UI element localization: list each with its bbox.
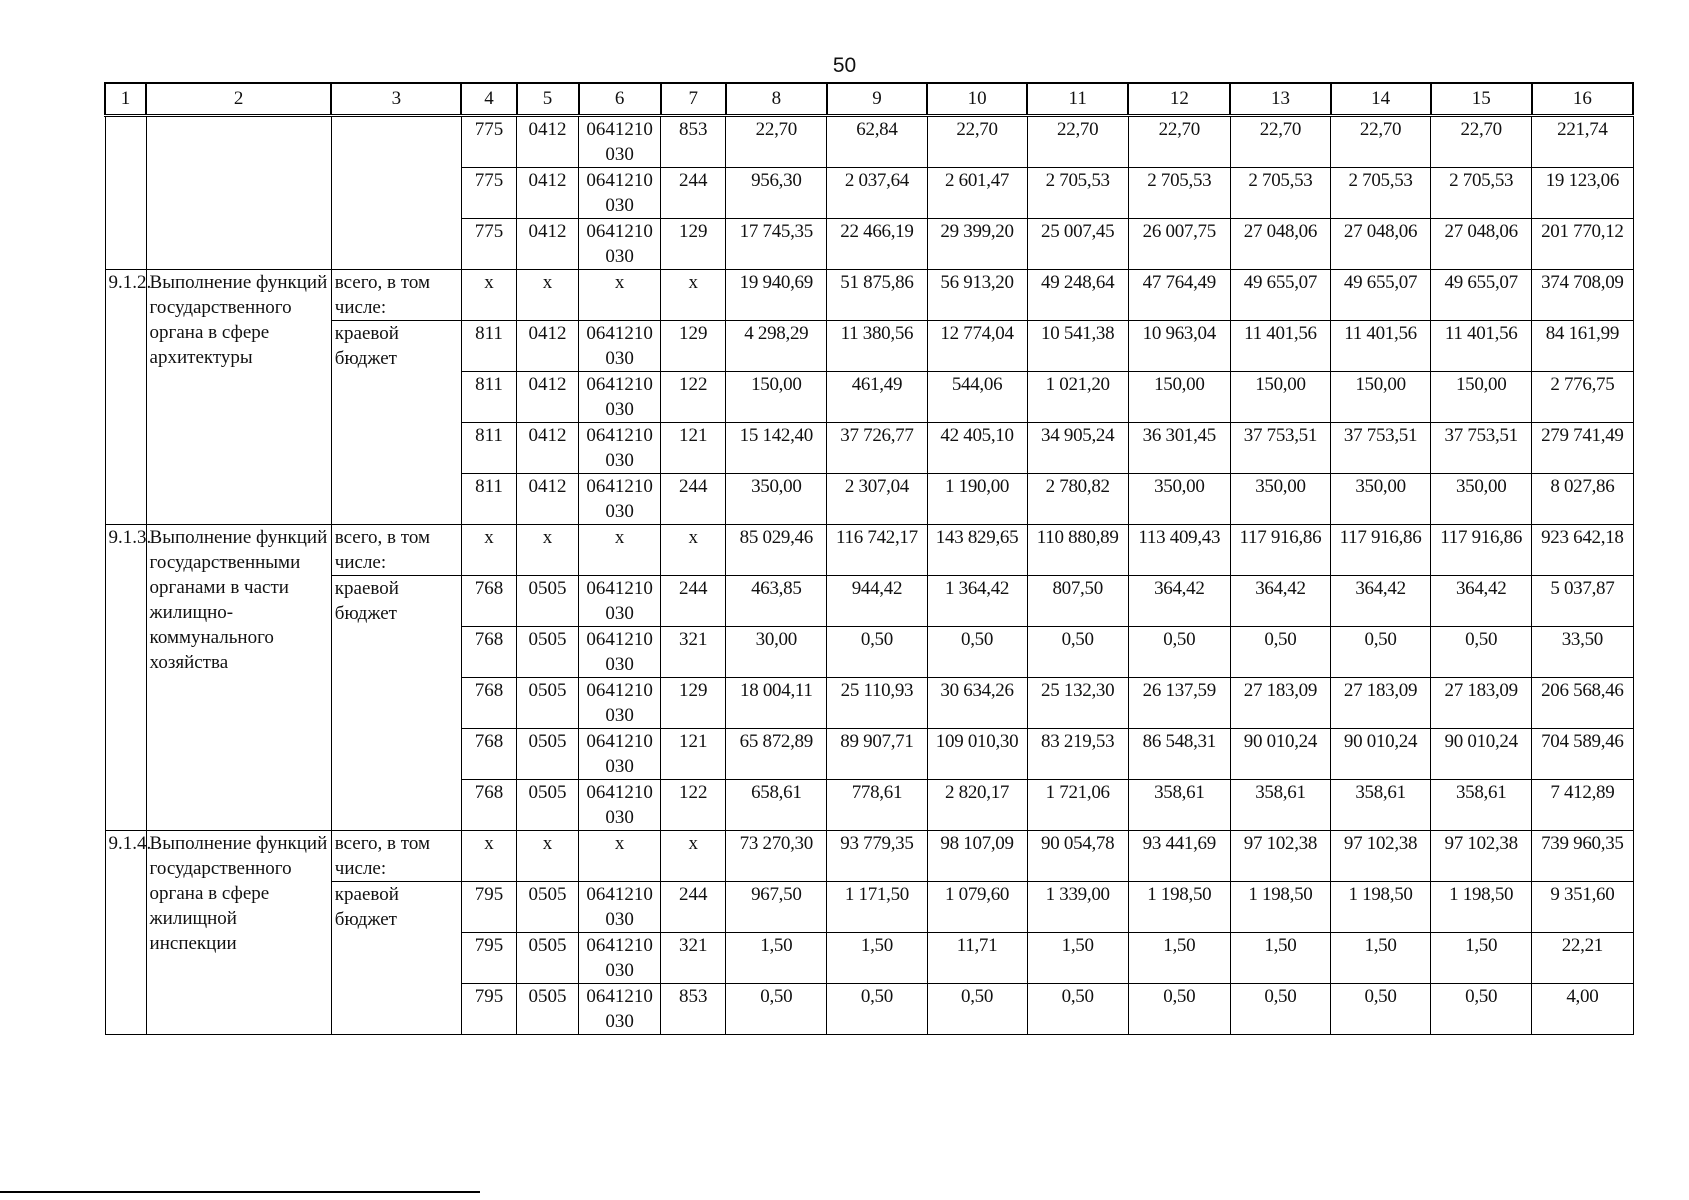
table-cell: 0505 bbox=[517, 729, 579, 780]
table-cell: 364,42 bbox=[1431, 576, 1532, 627]
table-cell: 11 401,56 bbox=[1230, 321, 1330, 372]
column-number: 9 bbox=[827, 83, 927, 116]
table-cell: 12 774,04 bbox=[927, 321, 1027, 372]
funding-source: краевой бюджет bbox=[331, 321, 461, 525]
table-cell: х bbox=[661, 270, 726, 321]
table-cell: 811 bbox=[461, 321, 516, 372]
table-cell: 0505 bbox=[517, 576, 579, 627]
table-cell: 0641210030 bbox=[579, 627, 661, 678]
table-cell: 1 021,20 bbox=[1027, 372, 1128, 423]
column-number: 5 bbox=[517, 83, 579, 116]
table-cell: 30 634,26 bbox=[927, 678, 1027, 729]
column-number: 2 bbox=[146, 83, 331, 116]
table-cell: 658,61 bbox=[726, 780, 827, 831]
table-cell: 26 137,59 bbox=[1128, 678, 1230, 729]
table-cell: 2 820,17 bbox=[927, 780, 1027, 831]
table-cell: 2 307,04 bbox=[827, 474, 927, 525]
column-number: 12 bbox=[1128, 83, 1230, 116]
table-cell: 0412 bbox=[517, 372, 579, 423]
table-cell: 807,50 bbox=[1027, 576, 1128, 627]
table-cell: 117 916,86 bbox=[1331, 525, 1431, 576]
table-cell: 86 548,31 bbox=[1128, 729, 1230, 780]
table-cell: 18 004,11 bbox=[726, 678, 827, 729]
table-cell: 0412 bbox=[517, 168, 579, 219]
table-cell: 1 198,50 bbox=[1230, 882, 1330, 933]
table-cell: 22 466,19 bbox=[827, 219, 927, 270]
funding-source: краевой бюджет bbox=[331, 576, 461, 831]
table-cell: 778,61 bbox=[827, 780, 927, 831]
table-cell: 768 bbox=[461, 780, 516, 831]
table-cell: 122 bbox=[661, 780, 726, 831]
table-cell: х bbox=[461, 525, 516, 576]
table-cell: 1,50 bbox=[827, 933, 927, 984]
table-cell: 5 037,87 bbox=[1532, 576, 1633, 627]
table-cell: 0505 bbox=[517, 780, 579, 831]
table-cell: 34 905,24 bbox=[1027, 423, 1128, 474]
column-number-row bbox=[105, 83, 1633, 116]
table-cell: 143 829,65 bbox=[927, 525, 1027, 576]
table-cell: 0,50 bbox=[927, 984, 1027, 1035]
table-cell: 89 907,71 bbox=[827, 729, 927, 780]
table-cell: 2 705,53 bbox=[1331, 168, 1431, 219]
table-cell: 10 541,38 bbox=[1027, 321, 1128, 372]
table-cell: 1 198,50 bbox=[1331, 882, 1431, 933]
table-cell: 775 bbox=[461, 219, 516, 270]
table-cell: 27 183,09 bbox=[1331, 678, 1431, 729]
column-number: 16 bbox=[1532, 83, 1633, 116]
table-cell: 350,00 bbox=[1431, 474, 1532, 525]
table-cell: 4,00 bbox=[1532, 984, 1633, 1035]
page-number: 50 bbox=[832, 54, 857, 77]
table-cell: 358,61 bbox=[1431, 780, 1532, 831]
table-cell: 795 bbox=[461, 933, 516, 984]
group-total-row bbox=[105, 525, 1633, 576]
table-cell: 22,21 bbox=[1532, 933, 1633, 984]
table-cell: х bbox=[661, 525, 726, 576]
column-number: 13 bbox=[1230, 83, 1330, 116]
table-cell: 0641210030 bbox=[579, 423, 661, 474]
table-cell: 25 110,93 bbox=[827, 678, 927, 729]
table-cell: 358,61 bbox=[1230, 780, 1330, 831]
funding-source-total: всего, в том числе: bbox=[331, 270, 461, 321]
table-cell: 36 301,45 bbox=[1128, 423, 1230, 474]
table-cell: х bbox=[579, 270, 661, 321]
column-number: 10 bbox=[927, 83, 1027, 116]
table-cell: 83 219,53 bbox=[1027, 729, 1128, 780]
table-cell: 0641210030 bbox=[579, 116, 661, 168]
table-cell: 10 963,04 bbox=[1128, 321, 1230, 372]
column-number: 6 bbox=[579, 83, 661, 116]
table-cell: 768 bbox=[461, 678, 516, 729]
column-number: 7 bbox=[661, 83, 726, 116]
table-cell: 17 745,35 bbox=[726, 219, 827, 270]
table-cell: 150,00 bbox=[1331, 372, 1431, 423]
table-cell: 9 351,60 bbox=[1532, 882, 1633, 933]
table-cell: 150,00 bbox=[1230, 372, 1330, 423]
table-cell: 4 298,29 bbox=[726, 321, 827, 372]
table-cell: 90 010,24 bbox=[1230, 729, 1330, 780]
table-cell: 0641210030 bbox=[579, 474, 661, 525]
table-cell: 27 048,06 bbox=[1431, 219, 1532, 270]
table-cell: х bbox=[579, 525, 661, 576]
table-cell: 22,70 bbox=[1331, 116, 1431, 168]
table-cell: 0,50 bbox=[927, 627, 1027, 678]
table-cell: 0,50 bbox=[1027, 627, 1128, 678]
table-cell: 0412 bbox=[517, 116, 579, 168]
table-cell: 0641210030 bbox=[579, 678, 661, 729]
table-cell: 358,61 bbox=[1331, 780, 1431, 831]
table-cell: 2 776,75 bbox=[1532, 372, 1633, 423]
table-cell: 350,00 bbox=[1331, 474, 1431, 525]
table-cell: 1 198,50 bbox=[1128, 882, 1230, 933]
table-cell: 26 007,75 bbox=[1128, 219, 1230, 270]
table-cell: 51 875,86 bbox=[827, 270, 927, 321]
table-cell: 93 441,69 bbox=[1128, 831, 1230, 882]
table-row bbox=[105, 882, 1633, 933]
group-total-row bbox=[105, 831, 1633, 882]
table-cell: 1,50 bbox=[1128, 933, 1230, 984]
column-number: 15 bbox=[1431, 83, 1532, 116]
table-row bbox=[105, 321, 1633, 372]
table-cell: 1 190,00 bbox=[927, 474, 1027, 525]
table-cell: 121 bbox=[661, 423, 726, 474]
funding-source bbox=[331, 116, 461, 270]
table-cell: 25 132,30 bbox=[1027, 678, 1128, 729]
table-cell: 37 753,51 bbox=[1230, 423, 1330, 474]
table-cell: х bbox=[517, 525, 579, 576]
table-cell: 22,70 bbox=[927, 116, 1027, 168]
table-cell: 27 048,06 bbox=[1230, 219, 1330, 270]
column-number: 3 bbox=[331, 83, 461, 116]
table-cell: 0641210030 bbox=[579, 933, 661, 984]
table-cell: 2 780,82 bbox=[1027, 474, 1128, 525]
table-cell: 321 bbox=[661, 627, 726, 678]
table-cell: 0,50 bbox=[726, 984, 827, 1035]
table-cell: 37 726,77 bbox=[827, 423, 927, 474]
table-cell: 30,00 bbox=[726, 627, 827, 678]
table-cell: 0,50 bbox=[1027, 984, 1128, 1035]
table-cell: 0,50 bbox=[1331, 984, 1431, 1035]
table-cell: 0,50 bbox=[1431, 984, 1532, 1035]
table-cell: 97 102,38 bbox=[1230, 831, 1330, 882]
table-cell: 33,50 bbox=[1532, 627, 1633, 678]
table-cell: 121 bbox=[661, 729, 726, 780]
table-cell: 7 412,89 bbox=[1532, 780, 1633, 831]
table-cell: 11 380,56 bbox=[827, 321, 927, 372]
table-cell: 0,50 bbox=[1431, 627, 1532, 678]
table-cell: 0,50 bbox=[1128, 627, 1230, 678]
table-cell: 0,50 bbox=[1331, 627, 1431, 678]
table-cell: 11 401,56 bbox=[1431, 321, 1532, 372]
table-cell: 0,50 bbox=[827, 984, 927, 1035]
table-cell: 1 198,50 bbox=[1431, 882, 1532, 933]
group-total-row bbox=[105, 270, 1633, 321]
table-cell: 56 913,20 bbox=[927, 270, 1027, 321]
table-cell: 795 bbox=[461, 882, 516, 933]
table-cell: 117 916,86 bbox=[1230, 525, 1330, 576]
table-cell: 1 721,06 bbox=[1027, 780, 1128, 831]
item-name: Выполнение функций государственного органа в сфере архитектуры bbox=[146, 270, 331, 525]
table-cell: х bbox=[517, 270, 579, 321]
table-cell: 1,50 bbox=[1027, 933, 1128, 984]
table-cell: х bbox=[461, 831, 516, 882]
table-cell: 0641210030 bbox=[579, 321, 661, 372]
table-cell: 93 779,35 bbox=[827, 831, 927, 882]
item-index: 9.1.2. bbox=[105, 270, 146, 525]
table-cell: 62,84 bbox=[827, 116, 927, 168]
table-cell: 117 916,86 bbox=[1431, 525, 1532, 576]
table-cell: 364,42 bbox=[1128, 576, 1230, 627]
table-cell: 150,00 bbox=[726, 372, 827, 423]
table-cell: 2 037,64 bbox=[827, 168, 927, 219]
table-cell: 0,50 bbox=[1230, 984, 1330, 1035]
table-cell: 90 010,24 bbox=[1431, 729, 1532, 780]
table-cell: 90 054,78 bbox=[1027, 831, 1128, 882]
table-cell: 364,42 bbox=[1331, 576, 1431, 627]
table-cell: 49 655,07 bbox=[1331, 270, 1431, 321]
table-cell: 73 270,30 bbox=[726, 831, 827, 882]
table-cell: 0641210030 bbox=[579, 882, 661, 933]
table-cell: 0412 bbox=[517, 321, 579, 372]
table-cell: 244 bbox=[661, 474, 726, 525]
table-cell: 244 bbox=[661, 576, 726, 627]
table-cell: 795 bbox=[461, 984, 516, 1035]
table-cell: 967,50 bbox=[726, 882, 827, 933]
table-cell: 923 642,18 bbox=[1532, 525, 1633, 576]
table-cell: 2 705,53 bbox=[1431, 168, 1532, 219]
table-cell: 27 048,06 bbox=[1331, 219, 1431, 270]
table-cell: 19 123,06 bbox=[1532, 168, 1633, 219]
table-cell: 461,49 bbox=[827, 372, 927, 423]
table-cell: 775 bbox=[461, 116, 516, 168]
table-cell: 944,42 bbox=[827, 576, 927, 627]
budget-table bbox=[104, 82, 1634, 1035]
table-cell: 0505 bbox=[517, 678, 579, 729]
table-cell: 358,61 bbox=[1128, 780, 1230, 831]
table-cell: 116 742,17 bbox=[827, 525, 927, 576]
table-cell: 129 bbox=[661, 678, 726, 729]
table-cell: 768 bbox=[461, 627, 516, 678]
table-cell: 853 bbox=[661, 984, 726, 1035]
table-cell: 49 655,07 bbox=[1230, 270, 1330, 321]
table-cell: х bbox=[579, 831, 661, 882]
table-cell: 321 bbox=[661, 933, 726, 984]
table-cell: 463,85 bbox=[726, 576, 827, 627]
table-cell: 350,00 bbox=[1128, 474, 1230, 525]
table-cell: 0641210030 bbox=[579, 984, 661, 1035]
item-index: 9.1.4. bbox=[105, 831, 146, 1035]
table-cell: 1 171,50 bbox=[827, 882, 927, 933]
item-name: Выполнение функций государственными органами в части жилищно-коммунального хозяйства bbox=[146, 525, 331, 831]
table-cell: 42 405,10 bbox=[927, 423, 1027, 474]
table-cell: 37 753,51 bbox=[1331, 423, 1431, 474]
column-number: 11 bbox=[1027, 83, 1128, 116]
table-cell: 0505 bbox=[517, 627, 579, 678]
table-cell: 956,30 bbox=[726, 168, 827, 219]
table-cell: 22,70 bbox=[1128, 116, 1230, 168]
table-row bbox=[105, 116, 1633, 168]
table-cell: 2 705,53 bbox=[1128, 168, 1230, 219]
funding-source-total: всего, в том числе: bbox=[331, 525, 461, 576]
table-cell: 0641210030 bbox=[579, 168, 661, 219]
table-cell: 811 bbox=[461, 372, 516, 423]
table-cell: 22,70 bbox=[1027, 116, 1128, 168]
table-cell: 0641210030 bbox=[579, 780, 661, 831]
table-cell: 85 029,46 bbox=[726, 525, 827, 576]
table-cell: 0641210030 bbox=[579, 372, 661, 423]
table-cell: 97 102,38 bbox=[1331, 831, 1431, 882]
table-cell: 279 741,49 bbox=[1532, 423, 1633, 474]
item-index bbox=[105, 116, 146, 270]
table-cell: 0505 bbox=[517, 882, 579, 933]
table-cell: 244 bbox=[661, 168, 726, 219]
table-cell: 201 770,12 bbox=[1532, 219, 1633, 270]
funding-source: краевой бюджет bbox=[331, 882, 461, 1035]
column-number: 1 bbox=[105, 83, 146, 116]
table-cell: 2 601,47 bbox=[927, 168, 1027, 219]
table-cell: 47 764,49 bbox=[1128, 270, 1230, 321]
item-index: 9.1.3. bbox=[105, 525, 146, 831]
table-cell: 0,50 bbox=[827, 627, 927, 678]
table-cell: 544,06 bbox=[927, 372, 1027, 423]
table-cell: 0641210030 bbox=[579, 576, 661, 627]
table-cell: 704 589,46 bbox=[1532, 729, 1633, 780]
table-cell: 1 364,42 bbox=[927, 576, 1027, 627]
table-cell: 11 401,56 bbox=[1331, 321, 1431, 372]
table-cell: 0641210030 bbox=[579, 729, 661, 780]
table-cell: 1,50 bbox=[1331, 933, 1431, 984]
table-cell: 1 339,00 bbox=[1027, 882, 1128, 933]
table-cell: 775 bbox=[461, 168, 516, 219]
table-cell: 129 bbox=[661, 219, 726, 270]
table-cell: 0505 bbox=[517, 933, 579, 984]
table-cell: 0641210030 bbox=[579, 219, 661, 270]
table-cell: 350,00 bbox=[726, 474, 827, 525]
table-cell: 109 010,30 bbox=[927, 729, 1027, 780]
table-cell: 0,50 bbox=[1128, 984, 1230, 1035]
column-number: 8 bbox=[726, 83, 827, 116]
footer-rule bbox=[0, 1191, 480, 1193]
table-cell: 364,42 bbox=[1230, 576, 1330, 627]
table-cell: 84 161,99 bbox=[1532, 321, 1633, 372]
table-cell: 22,70 bbox=[1230, 116, 1330, 168]
table-cell: 90 010,24 bbox=[1331, 729, 1431, 780]
table-cell: 22,70 bbox=[1431, 116, 1532, 168]
column-number: 14 bbox=[1331, 83, 1431, 116]
table-cell: 97 102,38 bbox=[1431, 831, 1532, 882]
table-cell: 374 708,09 bbox=[1532, 270, 1633, 321]
table-cell: 2 705,53 bbox=[1230, 168, 1330, 219]
table-cell: 0412 bbox=[517, 219, 579, 270]
table-cell: 811 bbox=[461, 474, 516, 525]
table-cell: 129 bbox=[661, 321, 726, 372]
column-number: 4 bbox=[461, 83, 516, 116]
table-cell: 113 409,43 bbox=[1128, 525, 1230, 576]
table-cell: 739 960,35 bbox=[1532, 831, 1633, 882]
table-cell: 65 872,89 bbox=[726, 729, 827, 780]
table-cell: х bbox=[461, 270, 516, 321]
table-cell: 19 940,69 bbox=[726, 270, 827, 321]
table-cell: 25 007,45 bbox=[1027, 219, 1128, 270]
item-name: Выполнение функций государственного органа в сфере жилищной инспекции bbox=[146, 831, 331, 1035]
table-cell: 29 399,20 bbox=[927, 219, 1027, 270]
table-cell: 2 705,53 bbox=[1027, 168, 1128, 219]
table-cell: 350,00 bbox=[1230, 474, 1330, 525]
table-cell: 206 568,46 bbox=[1532, 678, 1633, 729]
table-row bbox=[105, 576, 1633, 627]
table-cell: х bbox=[517, 831, 579, 882]
table-cell: 768 bbox=[461, 729, 516, 780]
table-cell: 150,00 bbox=[1128, 372, 1230, 423]
table-cell: 811 bbox=[461, 423, 516, 474]
table-cell: 853 bbox=[661, 116, 726, 168]
table-cell: 768 bbox=[461, 576, 516, 627]
table-cell: х bbox=[661, 831, 726, 882]
table-cell: 150,00 bbox=[1431, 372, 1532, 423]
table-cell: 0412 bbox=[517, 474, 579, 525]
table-cell: 1,50 bbox=[726, 933, 827, 984]
table-cell: 1 079,60 bbox=[927, 882, 1027, 933]
table-cell: 49 248,64 bbox=[1027, 270, 1128, 321]
table-cell: 110 880,89 bbox=[1027, 525, 1128, 576]
table-cell: 37 753,51 bbox=[1431, 423, 1532, 474]
table-cell: 0,50 bbox=[1230, 627, 1330, 678]
table-cell: 0505 bbox=[517, 984, 579, 1035]
funding-source-total: всего, в том числе: bbox=[331, 831, 461, 882]
table-cell: 11,71 bbox=[927, 933, 1027, 984]
table-cell: 22,70 bbox=[726, 116, 827, 168]
table-cell: 0412 bbox=[517, 423, 579, 474]
table-cell: 122 bbox=[661, 372, 726, 423]
table-cell: 244 bbox=[661, 882, 726, 933]
table-cell: 27 183,09 bbox=[1230, 678, 1330, 729]
table-cell: 98 107,09 bbox=[927, 831, 1027, 882]
table-cell: 1,50 bbox=[1230, 933, 1330, 984]
table-cell: 15 142,40 bbox=[726, 423, 827, 474]
table-cell: 221,74 bbox=[1532, 116, 1633, 168]
table-cell: 8 027,86 bbox=[1532, 474, 1633, 525]
item-name bbox=[146, 116, 331, 270]
table-cell: 27 183,09 bbox=[1431, 678, 1532, 729]
table-cell: 49 655,07 bbox=[1431, 270, 1532, 321]
table-cell: 1,50 bbox=[1431, 933, 1532, 984]
